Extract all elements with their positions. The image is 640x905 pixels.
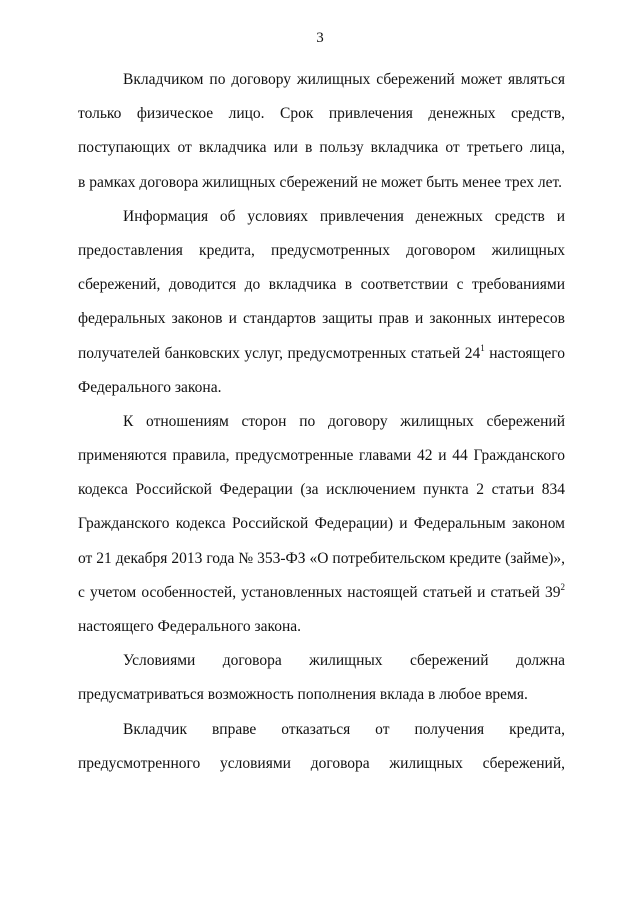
paragraph-line: К отношениям сторон по договору жилищных сбережений bbox=[123, 412, 565, 430]
paragraph-line: Информация об условиях привлечения денежных средств и bbox=[123, 207, 565, 225]
paragraph-line: настоящего Федерального закона. bbox=[78, 618, 302, 635]
paragraph-line bbox=[78, 583, 565, 617]
line-text: настоящего bbox=[484, 344, 565, 362]
paragraph-line: поступающих от вкладчика или в пользу вкладчика от третьего лица, bbox=[78, 139, 565, 157]
paragraph-line: Вкладчик вправе отказаться от получения кредита, bbox=[123, 720, 565, 738]
paragraph-2 bbox=[78, 207, 565, 412]
paragraph-line: сбережений, доводится до вкладчика в соответствии с требованиями bbox=[78, 276, 565, 294]
paragraph-line: только физическое лицо. Срок привлечения денежных средств, bbox=[78, 105, 565, 123]
paragraph-line: федеральных законов и стандартов защиты прав и законных интересов bbox=[78, 310, 565, 328]
paragraph-line: Федерального закона. bbox=[78, 378, 222, 396]
paragraph-line: от 21 декабря 2013 года № 353-ФЗ «О потребительском кредите (займе)», bbox=[78, 549, 565, 567]
paragraph-line: предоставления кредита, предусмотренных договором жилищных bbox=[78, 241, 565, 259]
paragraph-line: предусмотренного условиями договора жилищных сбережений, bbox=[78, 754, 565, 772]
page-number: 3 bbox=[316, 30, 324, 46]
paragraph-line: в рамках договора жилищных сбережений не может быть менее трех лет. bbox=[78, 173, 562, 191]
paragraph-line: предусматриваться возможность пополнения вклада в любое время. bbox=[78, 686, 528, 704]
paragraph-line: Вкладчиком по договору жилищных сбережений может являться bbox=[123, 71, 565, 88]
paragraph-1 bbox=[78, 70, 565, 207]
paragraph-line: применяются правила, предусмотренные главами 42 и 44 Гражданского bbox=[78, 447, 565, 465]
paragraph-line: Условиями договора жилищных сбережений должна bbox=[123, 652, 565, 670]
paragraph-5 bbox=[78, 720, 565, 788]
paragraph-line: Гражданского кодекса Российской Федерации) и Федеральным законом bbox=[78, 515, 565, 533]
footnote-superscript: 1 bbox=[480, 342, 485, 353]
paragraph-3 bbox=[78, 412, 565, 651]
paragraph-line bbox=[78, 344, 565, 378]
paragraph-line: кодекса Российской Федерации (за исключением пункта 2 статьи 834 bbox=[78, 481, 565, 499]
footnote-superscript: 2 bbox=[560, 581, 565, 592]
paragraph-4 bbox=[78, 651, 565, 719]
line-text: с учетом особенностей, установленных настоящей статьей и статьей 39 bbox=[78, 583, 561, 601]
line-text: получателей банковских услуг, предусмотренных статьей 24 bbox=[78, 344, 481, 362]
document-body bbox=[78, 70, 565, 788]
